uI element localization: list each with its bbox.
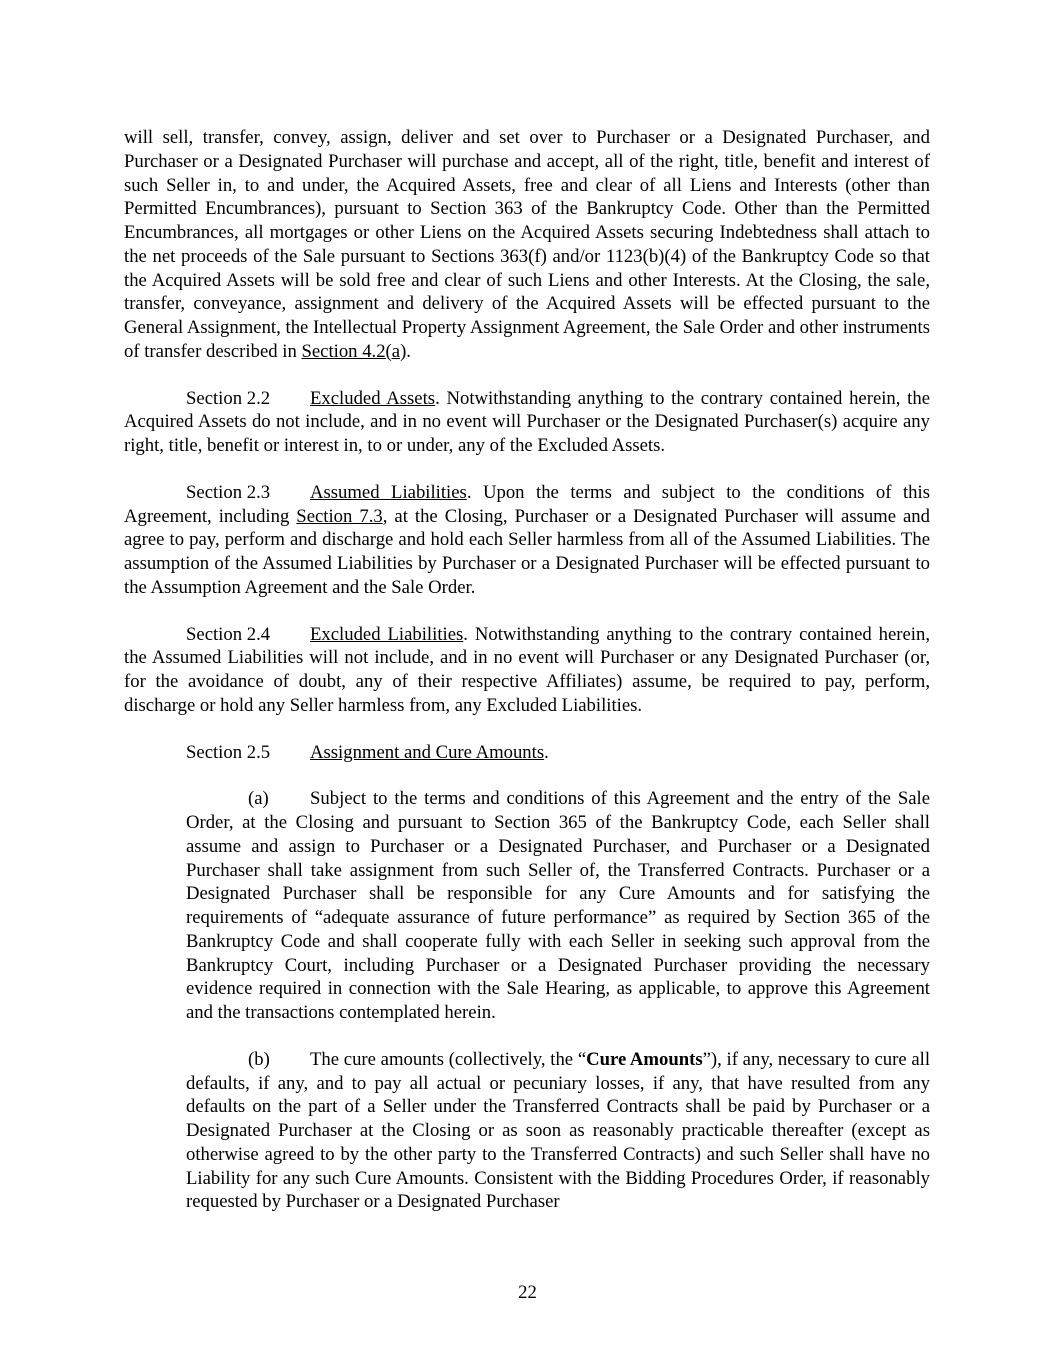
- subsection-number: (b): [248, 1048, 270, 1070]
- section-heading: Assumed Liabilities: [310, 481, 467, 503]
- continuation-paragraph: [124, 126, 930, 364]
- continuation-text: will sell, transfer, convey, assign, deliver and set over to Purchaser or a Designated Purchaser, and Purchaser or a Designated Purchaser will purchase and accept, all of the right, title, benefit and interest of such Seller in, to and under, the Acquired Assets, free and clear of all Liens and Interests (other than Permitted Encumbrances), pursuant to Section 363 of the Bankruptcy Code. Other than the Permitted Encumbrances, all mortgages or other Liens on the Acquired Assets securing Indebtedness shall attach to the net proceeds of the Sale pursuant to Sections 363(f) and/or 1123(b)(4) of the Bankruptcy Code so that the Acquired Assets will be sold free and clear of such Liens and other Interests. At the Closing, the sale, transfer, conveyance, assignment and delivery of the Acquired Assets will be effected pursuant to the General Assignment, the Intellectual Property Assignment Agreement, the Sale Order and other instruments of transfer described in: [124, 127, 930, 362]
- period: .: [544, 741, 549, 763]
- section-reference: Section 7.3: [296, 505, 383, 527]
- subsection-body: Subject to the terms and conditions of this Agreement and the entry of the Sale Order, at the Closing and pursuant to Section 365 of the Bankruptcy Code, each Seller shall assume and assign to Purchaser or a Designated Purchaser, and Purchaser or a Designated Purchaser shall take assignment from such Seller of, the Transferred Contracts. Purchaser or a Designated Purchaser shall be responsible for any Cure Amounts and for satisfying the requirements of “adequate assurance of future performance” as required by Section 365 of the Bankruptcy Code and shall cooperate fully with each Seller in seeking such approval from the Bankruptcy Court, including Purchaser or a Designated Purchaser providing the necessary evidence required in connection with the Sale Hearing, as applicable, to approve this Agreement and the transactions contemplated herein.: [186, 788, 930, 1023]
- section-heading: Assignment and Cure Amounts: [310, 741, 545, 763]
- defined-term: Cure Amounts: [586, 1048, 703, 1070]
- section-body: . Notwithstanding anything to the contrary contained herein, the Acquired Assets do not include, and in no event will Purchaser or the Designated Purchaser(s) acquire any right, title, benefit or interest in, to or under, any of the Excluded Assets.: [124, 387, 931, 456]
- section-body-cont: , at the Closing, Purchaser or a Designated Purchaser will assume and agree to pay, perform and discharge and hold each Seller harmless from all of the Assumed Liabilities. The assumption of the Assumed Liabilities by Purchaser or a Designated Purchaser will be effected pursuant to the Assumption Agreement and the Sale Order.: [124, 505, 930, 598]
- section-body: . Notwithstanding anything to the contrary contained herein, the Assumed Liabilities will not include, and in no event will Purchaser or any Designated Purchaser (or, for the avoidance of doubt, any of their respective Affiliates) assume, be required to pay, perform, discharge or hold any Seller harmless from, any Excluded Liabilities.: [124, 623, 930, 716]
- subsection-body: The cure amounts (collectively, the “: [310, 1048, 587, 1070]
- subsection-number: (a): [248, 788, 269, 810]
- section-heading: Excluded Assets: [310, 387, 436, 409]
- page-number: 22: [518, 1282, 537, 1303]
- subsection-b: [186, 1048, 930, 1214]
- section-2-5: [124, 741, 930, 765]
- section-number: Section 2.2: [186, 387, 271, 409]
- section-number: Section 2.3: [186, 481, 271, 503]
- section-2-4: [124, 623, 930, 718]
- subsection-body-cont: ”), if any, necessary to cure all defaults, if any, and to pay all actual or pecuniary losses, if any, that have resulted from any defaults on the part of a Seller under the Transferred Contracts shall be paid by Purchaser or a Designated Purchaser at the Closing or as soon as reasonably practicable thereafter (except as otherwise agreed to by the other party to the Transferred Contracts) and such Seller shall have no Liability for any such Cure Amounts. Consistent with the Bidding Procedures Order, if reasonably requested by Purchaser or a Designated Purchaser: [186, 1048, 931, 1213]
- section-number: Section 2.5: [186, 741, 271, 763]
- section-number: Section 2.4: [186, 623, 271, 645]
- section-body: . Upon the terms and subject to the conditions of this Agreement, including: [124, 481, 930, 527]
- section-2-3: [124, 481, 930, 600]
- section-2-2: [124, 387, 930, 458]
- subsection-a: [186, 787, 930, 1025]
- section-reference: Section 4.2(a): [301, 340, 407, 362]
- document-page: [124, 126, 930, 1214]
- period: .: [406, 340, 411, 362]
- section-heading: Excluded Liabilities: [310, 623, 464, 645]
